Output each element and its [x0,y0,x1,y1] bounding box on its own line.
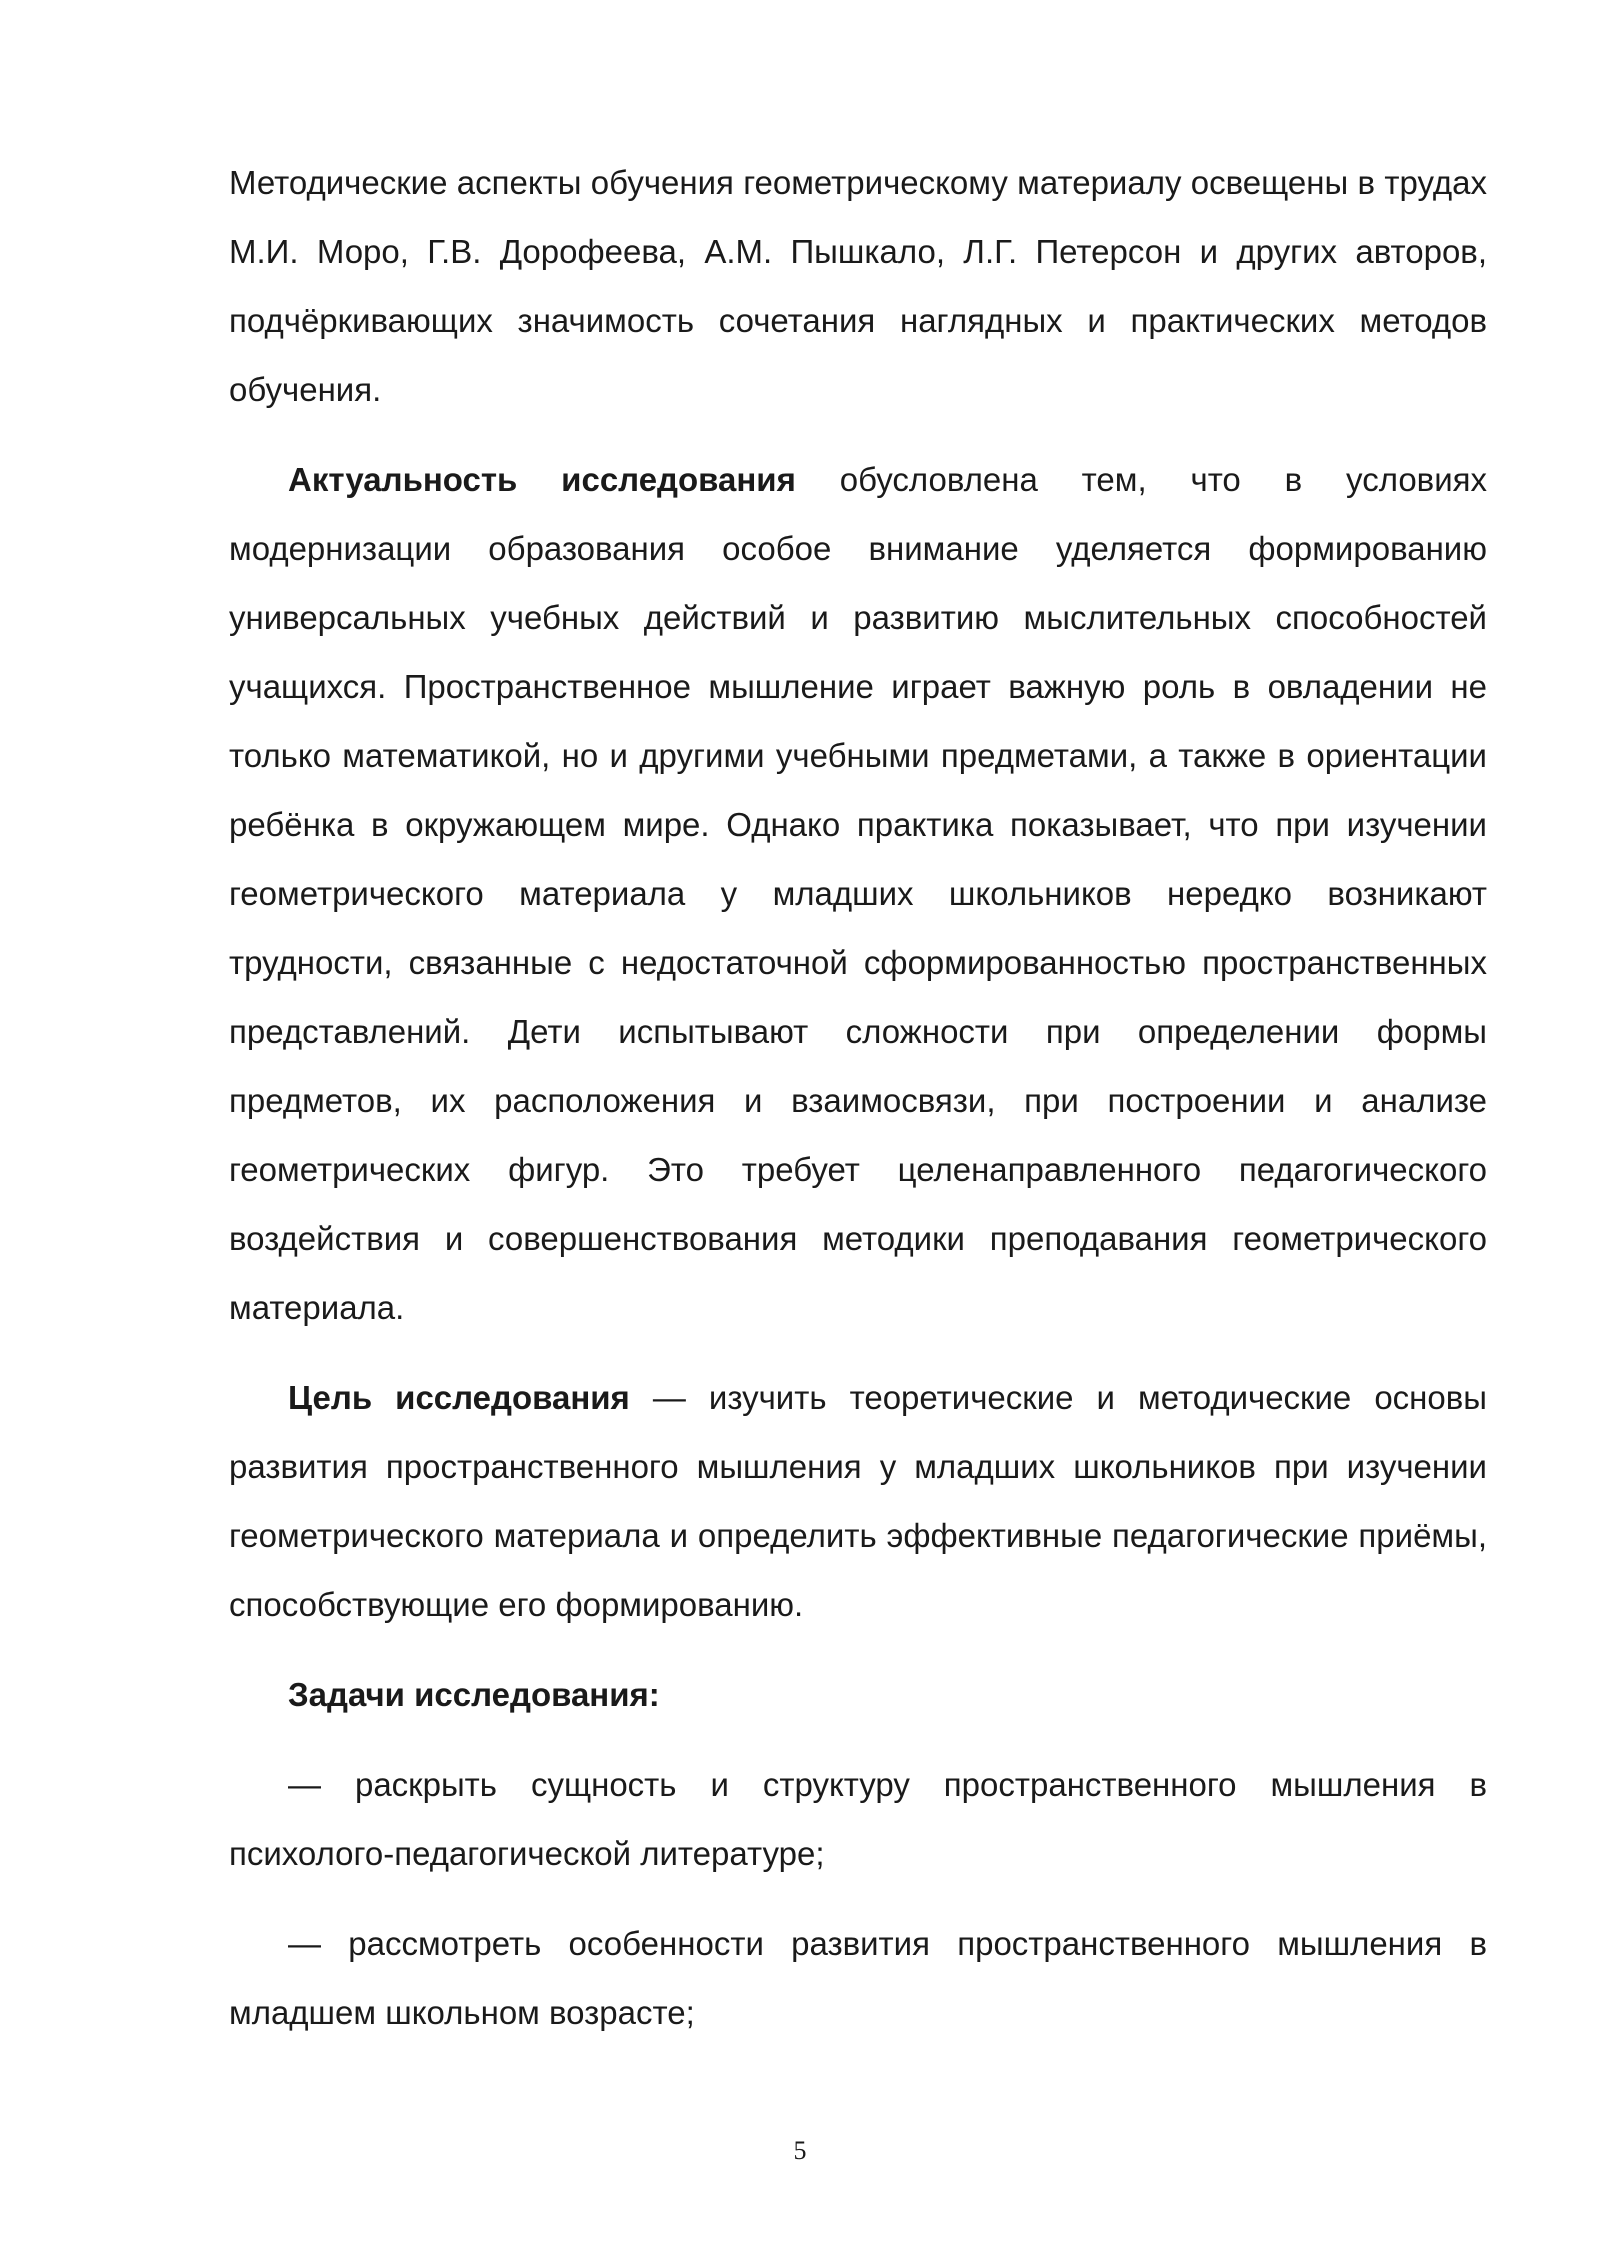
goal-text: — изучить теоретические и методические основы развития пространственного мышления у младших школьников при изучении геометрического материала и определить эффективные педагогические приёмы, способствующие его формированию. [229,1379,1488,1623]
page-number: 5 [793,2136,807,2165]
page-content [229,148,1487,2047]
relevance-text: обусловлена тем, что в условиях модернизации образования особое внимание уделяется формированию универсальных учебных действий и развитию мыслительных способностей учащихся. Пространственное мышление играет важную роль в овладении не только математикой, но и другими учебными предметами, а также в ориентации ребёнка в окружающем мире. Однако практика показывает, что при изучении геометрического материала у младших школьников нередко возникают трудности, связанные с недостаточной сформированностью пространственных представлений. Дети испытывают сложности при определении формы предметов, их расположения и взаимосвязи, при построении и анализе геометрических фигур. Это требует целенаправленного педагогического воздействия и совершенствования методики преподавания геометрического материала. [229,461,1488,1326]
task-item: — рассмотреть особенности развития пространственного мышления в младшем школьном возрасте; [229,1925,1487,2031]
relevance-paragraph [229,445,1487,1342]
goal-heading: Цель исследования [288,1379,630,1416]
goal-paragraph [229,1363,1487,1639]
intro-paragraph: Методические аспекты обучения геометрическому материалу освещены в трудах М.И. Моро, Г.В. Дорофеева, А.М. Пышкало, Л.Г. Петерсон и других авторов, подчёркивающих значимость сочетания наглядных и практических методов обучения. [229,164,1487,408]
tasks-heading: Задачи исследования: [288,1676,660,1713]
relevance-heading: Актуальность исследования [288,461,796,498]
task-item: — раскрыть сущность и структуру пространственного мышления в психолого-педагогической литературе; [229,1766,1487,1872]
